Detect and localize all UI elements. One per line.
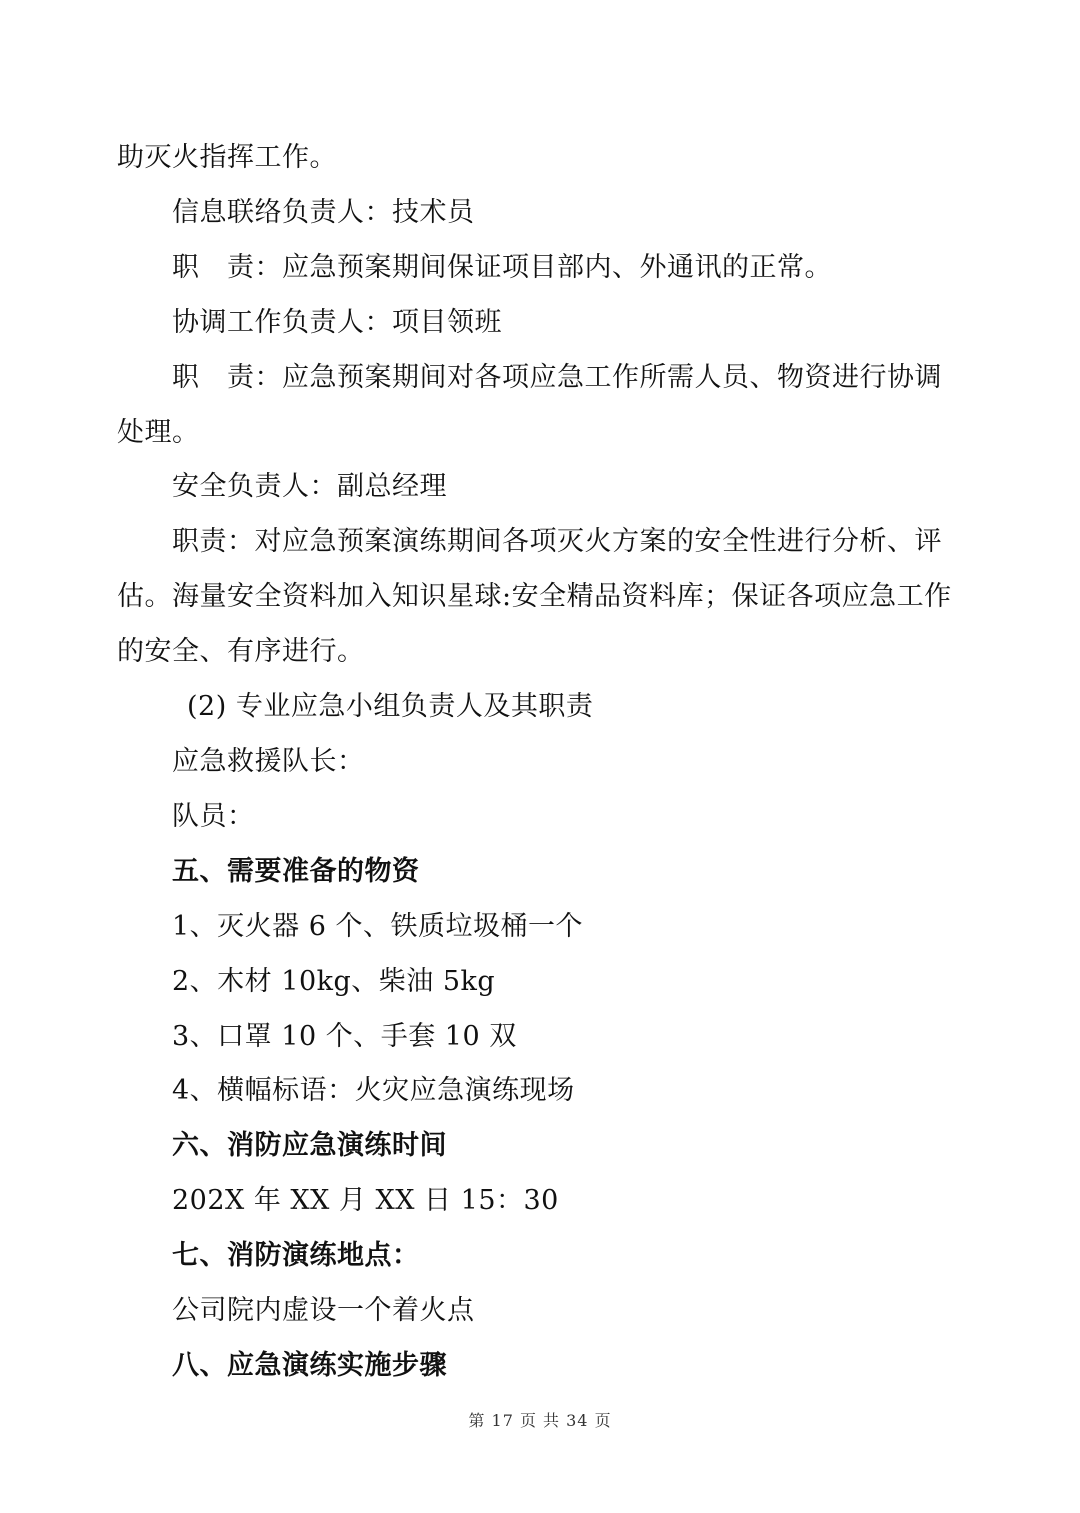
text-line: 安全负责人：副总经理 — [172, 471, 447, 502]
text-line: 处理。 — [117, 417, 200, 448]
text-line: 应急救援队长： — [172, 746, 365, 777]
section-heading: 五、需要准备的物资 — [172, 856, 420, 887]
text-line: 估。海量安全资料加入知识星球:安全精品资料库；保证各项应急工作 — [117, 581, 952, 612]
text-line: 职责：对应急预案演练期间各项灭火方案的安全性进行分析、评 — [172, 526, 942, 557]
list-item: 2、木材 10kg、柴油 5kg — [172, 966, 496, 997]
section-heading: 七、消防演练地点： — [172, 1240, 420, 1271]
section-heading: 八、应急演练实施步骤 — [172, 1350, 447, 1381]
page-number-footer: 第 17 页 共 34 页 — [468, 1411, 612, 1430]
text-line: 信息联络负责人：技术员 — [172, 197, 475, 228]
text-line: 202X 年 XX 月 XX 日 15：30 — [172, 1185, 559, 1216]
section-heading: 六、消防应急演练时间 — [172, 1130, 447, 1161]
text-line: 职 责：应急预案期间对各项应急工作所需人员、物资进行协调 — [172, 362, 942, 393]
list-item: 1、灭火器 6 个、铁质垃圾桶一个 — [172, 911, 584, 942]
text-line: 职 责：应急预案期间保证项目部内、外通讯的正常。 — [172, 252, 832, 283]
text-line: 公司院内虚设一个着火点 — [172, 1295, 475, 1326]
text-line: 队员： — [172, 801, 255, 832]
list-item: 4、横幅标语：火灾应急演练现场 — [172, 1075, 575, 1106]
subheading: (2) 专业应急小组负责人及其职责 — [187, 691, 594, 722]
text-line: 协调工作负责人：项目领班 — [172, 307, 502, 338]
list-item: 3、口罩 10 个、手套 10 双 — [172, 1021, 517, 1052]
text-line: 的安全、有序进行。 — [117, 636, 365, 667]
text-line: 助灭火指挥工作。 — [117, 142, 337, 173]
